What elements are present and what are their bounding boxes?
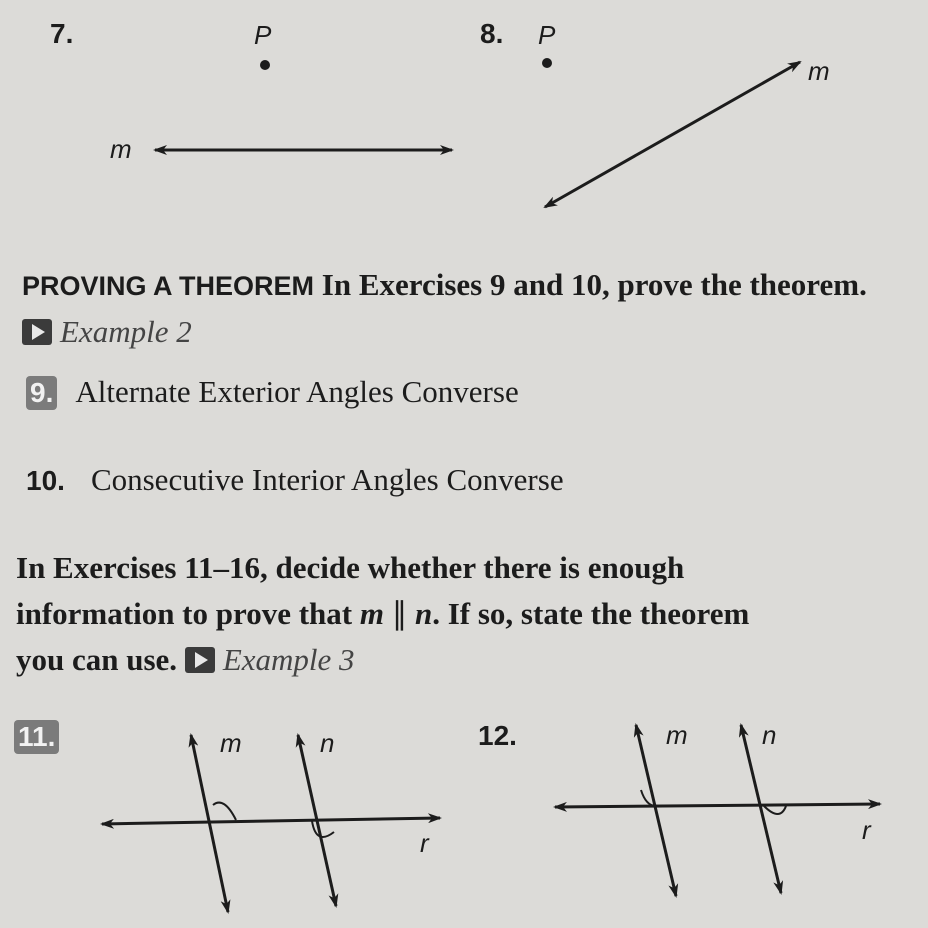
exercise-12-r-label: r xyxy=(862,815,871,845)
exercise-8-line-label: m xyxy=(808,56,830,86)
angle-mark-11b xyxy=(312,821,334,837)
instructions-line-2: information to prove that m ∥ n. If so, state the theorem xyxy=(16,596,750,631)
exercise-10 xyxy=(26,462,564,498)
exercise-8-point-label: P xyxy=(538,20,556,50)
example-3-link[interactable]: Example 3 xyxy=(185,642,355,677)
section-proving-a-theorem xyxy=(22,262,912,355)
exercise-10-text: Consecutive Interior Angles Converse xyxy=(90,462,564,497)
exercise-7-line-label: m xyxy=(110,134,132,164)
exercise-9-text: Alternate Exterior Angles Converse xyxy=(75,374,519,409)
exercise-12-m-label: m xyxy=(666,720,688,750)
instructions-11-16 xyxy=(16,545,916,683)
exercise-11-m-label: m xyxy=(220,728,242,758)
play-icon xyxy=(185,647,215,673)
exercise-7-number: 7. xyxy=(50,18,74,49)
exercise-11-number: 11. xyxy=(14,720,59,754)
exercise-11-n-label: n xyxy=(320,728,335,758)
angle-mark-12b xyxy=(764,806,786,814)
exercise-10-number: 10. xyxy=(26,465,65,496)
point-p-8 xyxy=(542,58,552,68)
exercise-12-number: 12. xyxy=(478,720,517,751)
point-p-7 xyxy=(260,60,270,70)
line-m-8 xyxy=(545,62,800,207)
section-heading: PROVING A THEOREM xyxy=(22,271,315,301)
line-r-12 xyxy=(555,804,880,807)
exercise-11-r-label: r xyxy=(420,828,429,858)
instructions-line-3: you can use. Example 3 xyxy=(16,642,355,677)
angle-mark-11a xyxy=(213,803,236,820)
exercise-12-n-label: n xyxy=(762,720,777,750)
example-2-link[interactable]: Example 2 xyxy=(22,314,192,349)
exercise-8-number: 8. xyxy=(480,18,504,49)
line-r-11 xyxy=(102,818,440,824)
play-icon xyxy=(22,319,52,345)
exercise-9 xyxy=(26,374,519,410)
instructions-line-1: In Exercises 11–16, decide whether there is enough xyxy=(16,550,685,585)
exercise-9-badge: 9. xyxy=(26,376,57,410)
exercise-7-point-label: P xyxy=(254,20,272,50)
section-instructions: In Exercises 9 and 10, prove the theorem. xyxy=(321,267,867,302)
